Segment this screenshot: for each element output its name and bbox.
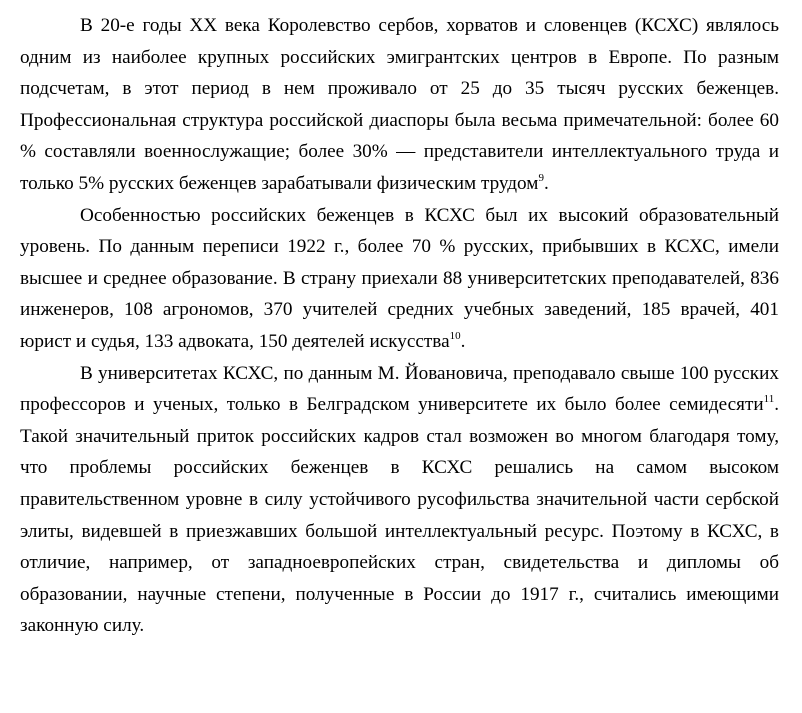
paragraph-text: В 20-е годы XX века Королевство сербов, хорватов и словенцев (КСХС) являлось одним из наиболее крупных российских эмигрантских центров в Европе. По разным подсчетам, в этот период в нем проживало от 25 до 35 тысяч русских беженцев. Профессиональная структура российской диаспоры была весьма примечательной: более 60 % составляли военнослужащие; более 30% — представители интеллектуального труда и только 5% русских беженцев зарабатывали физическим трудом (20, 15, 779, 194)
footnote-marker: 10 (449, 329, 461, 342)
footnote-marker: 11 (763, 393, 775, 406)
paragraph-text: В университетах КСХС, по данным М. Йовановича, преподавало свыше 100 русских профессоров и ученых, только в Белградском университете их было более семидесяти (20, 362, 779, 416)
footnote-marker: 9 (538, 171, 544, 184)
paragraph-text: Особенностью российских беженцев в КСХС был их высокий образовательный уровень. По данным переписи 1922 г., более 70 % русских, прибывших в КСХС, имели высшее и среднее образование. В страну приехали 88 университетских преподавателей, 836 инженеров, 108 агрономов, 370 учителей средних учебных заведений, 185 врачей, 401 юрист и судья, 133 адвоката, 150 деятелей искусства (20, 204, 779, 352)
paragraph-universities (20, 358, 779, 642)
paragraph-education-level (20, 200, 779, 358)
paragraph-emigration-center (20, 10, 779, 200)
paragraph-tail: . (460, 330, 466, 352)
paragraph-tail: . (543, 172, 549, 194)
document-page (20, 10, 779, 642)
paragraph-tail: . Такой значительный приток российских кадров стал возможен во многом благодаря тому, что проблемы российских беженцев в КСХС решались на самом высоком правительственном уровне в силу устойчивого русофильства значительной части сербской элиты, видевшей в приезжавших большой интеллектуальный ресурс. Поэтому в КСХС, в отличие, например, от западноевропейских стран, свидетельства и дипломы об образовании, научные степени, полученные в России до 1917 г., считались имеющими законную силу. (20, 394, 779, 637)
